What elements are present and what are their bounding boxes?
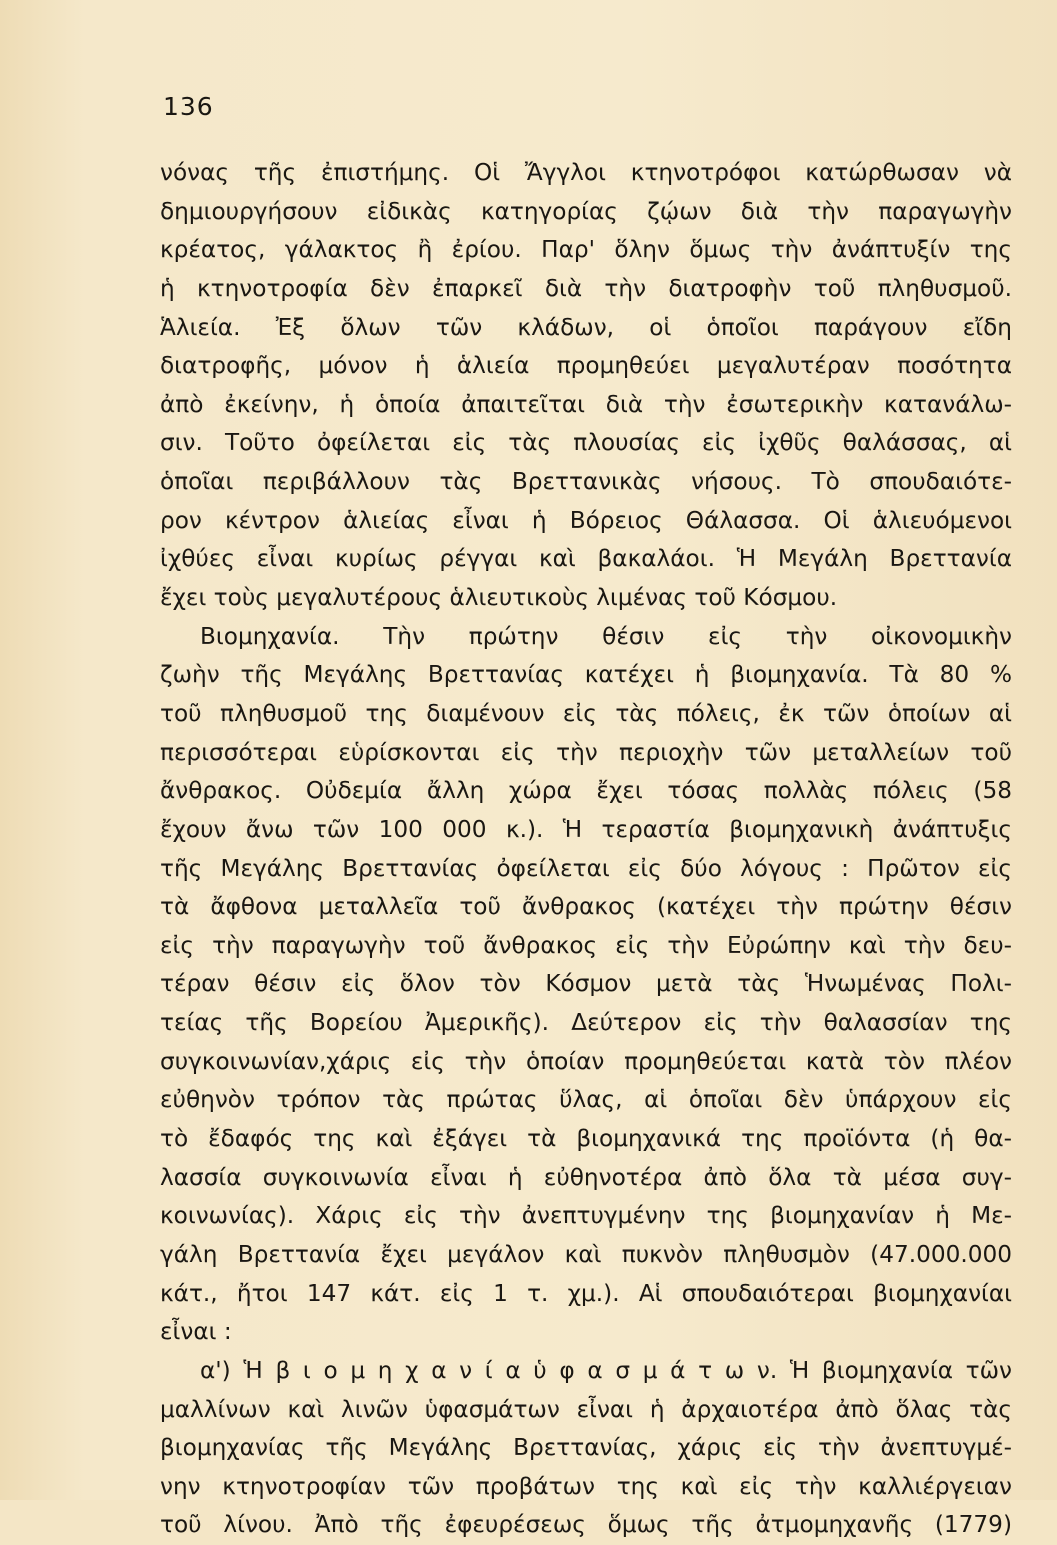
text-line: ὁποῖαι περιβάλλουν τὰς Βρεττανικὰς νήσους. Τὸ σπουδαιότε- xyxy=(160,468,1012,496)
text-line: ἀπὸ ἐκείνην, ἡ ὁποία ἀπαιτεῖται διὰ τὴν ἐσωτερικὴν κατανάλω- xyxy=(160,390,1012,418)
text-line: περισσότεραι εὑρίσκονται εἰς τὴν περιοχὴν τῶν μεταλλείων τοῦ xyxy=(160,738,1012,766)
text-line: ἡ κτηνοτροφία δὲν ἐπαρκεῖ διὰ τὴν διατροφὴν τοῦ πληθυσμοῦ. xyxy=(160,274,1012,302)
text-line: κρέατος, γάλακτος ἢ ἐρίου. Παρ' ὅλην ὅμως τὴν ἀνάπτυξίν της xyxy=(160,236,1012,264)
text-line: νην κτηνοτροφίαν τῶν προβάτων της καὶ εἰς τὴν καλλιέργειαν xyxy=(160,1472,1012,1500)
text-line: τοῦ πληθυσμοῦ της διαμένουν εἰς τὰς πόλεις, ἐκ τῶν ὁποίων αἱ xyxy=(160,699,1012,727)
text-line: ἰχθύες εἶναι κυρίως ρέγγαι καὶ βακαλάοι. Ἡ Μεγάλη Βρεττανία xyxy=(160,545,1012,573)
text-line: κοινωνίας). Χάρις εἰς τὴν ἀνεπτυγμένην της βιομηχανίαν ἡ Με- xyxy=(160,1202,1012,1230)
text-line: εὐθηνὸν τρόπον τὰς πρώτας ὕλας, αἱ ὁποῖαι δὲν ὑπάρχουν εἰς xyxy=(160,1086,1012,1114)
text-line: ζωὴν τῆς Μεγάλης Βρεττανίας κατέχει ἡ βιομηχανία. Τὰ 80 % xyxy=(160,661,1012,689)
text-line: νόνας τῆς ἐπιστήμης. Οἱ Ἄγγλοι κτηνοτρόφοι κατώρθωσαν νὰ xyxy=(160,159,1012,186)
text-line: τῆς Μεγάλης Βρεττανίας ὀφείλεται εἰς δύο λόγους : Πρῶτον εἰς xyxy=(160,854,1012,882)
body-text xyxy=(160,154,1012,1545)
text-line: α') Ἡ β ι ο μ η χ α ν ί α ὑ φ α σ μ ά τ ω ν. Ἡ βιομηχανία τῶν xyxy=(200,1356,1012,1384)
text-line: λασσία συγκοινωνία εἶναι ἡ εὐθηνοτέρα ἀπὸ ὅλα τὰ μέσα συγ- xyxy=(160,1163,1012,1191)
text-line: κάτ., ἤτοι 147 κάτ. εἰς 1 τ. χμ.). Αἱ σπουδαιότεραι βιομηχανίαι xyxy=(160,1279,1012,1307)
text-line: συγκοινωνίαν,χάρις εἰς τὴν ὁποίαν προμηθεύεται κατὰ τὸν πλέον xyxy=(160,1047,1012,1075)
text-line: τὰ ἄφθονα μεταλλεῖα τοῦ ἄνθρακος (κατέχει τὴν πρώτην θέσιν xyxy=(160,893,1012,921)
text-line: τοῦ λίνου. Ἀπὸ τῆς ἐφευρέσεως ὅμως τῆς ἀτμομηχανῆς (1779) xyxy=(160,1511,1012,1539)
text-line: τέραν θέσιν εἰς ὅλον τὸν Κόσμον μετὰ τὰς Ἡνωμένας Πολι- xyxy=(160,970,1012,998)
text-line: εἶναι : xyxy=(160,1318,232,1346)
text-line: ἄνθρακος. Οὐδεμία ἄλλη χώρα ἔχει τόσας πολλὰς πόλεις (58 xyxy=(160,777,1012,805)
page-number: 136 xyxy=(163,92,214,121)
text-line: σιν. Τοῦτο ὀφείλεται εἰς τὰς πλουσίας εἰς ἰχθῦς θαλάσσας, αἱ xyxy=(160,429,1012,457)
text-line: ἔχει τοὺς μεγαλυτέρους ἁλιευτικοὺς λιμένας τοῦ Κόσμου. xyxy=(160,584,838,612)
text-line: ἔχουν ἄνω τῶν 100 000 κ.). Ἡ τεραστία βιομηχανικὴ ἀνάπτυξις xyxy=(160,815,1012,843)
text-line: ρον κέντρον ἁλιείας εἶναι ἡ Βόρειος Θάλασσα. Οἱ ἁλιευόμενοι xyxy=(160,506,1012,534)
text-line: Βιομηχανία. Τὴν πρώτην θέσιν εἰς τὴν οἰκονομικὴν xyxy=(200,622,1012,650)
text-line: γάλη Βρεττανία ἔχει μεγάλον καὶ πυκνὸν πληθυσμὸν (47.000.000 xyxy=(160,1240,1012,1268)
text-line: τείας τῆς Βορείου Ἀμερικῆς). Δεύτερον εἰς τὴν θαλασσίαν της xyxy=(160,1009,1012,1037)
text-line: μαλλίνων καὶ λινῶν ὑφασμάτων εἶναι ἡ ἀρχαιοτέρα ἀπὸ ὅλας τὰς xyxy=(160,1395,1012,1423)
text-line: Ἁλιεία. Ἐξ ὅλων τῶν κλάδων, οἱ ὁποῖοι παράγουν εἴδη xyxy=(160,313,1012,341)
text-line: βιομηχανίας τῆς Μεγάλης Βρεττανίας, χάρις εἰς τὴν ἀνεπτυγμέ- xyxy=(160,1434,1012,1462)
text-line: εἰς τὴν παραγωγὴν τοῦ ἄνθρακος εἰς τὴν Εὐρώπην καὶ τὴν δευ- xyxy=(160,931,1012,959)
text-line: διατροφῆς, μόνον ἡ ἁλιεία προμηθεύει μεγαλυτέραν ποσότητα xyxy=(160,352,1012,380)
text-line: δημιουργήσουν εἰδικὰς κατηγορίας ζῴων διὰ τὴν παραγωγὴν xyxy=(160,197,1012,225)
text-line: τὸ ἔδαφός της καὶ ἐξάγει τὰ βιομηχανικά της προϊόντα (ἡ θα- xyxy=(160,1125,1012,1153)
